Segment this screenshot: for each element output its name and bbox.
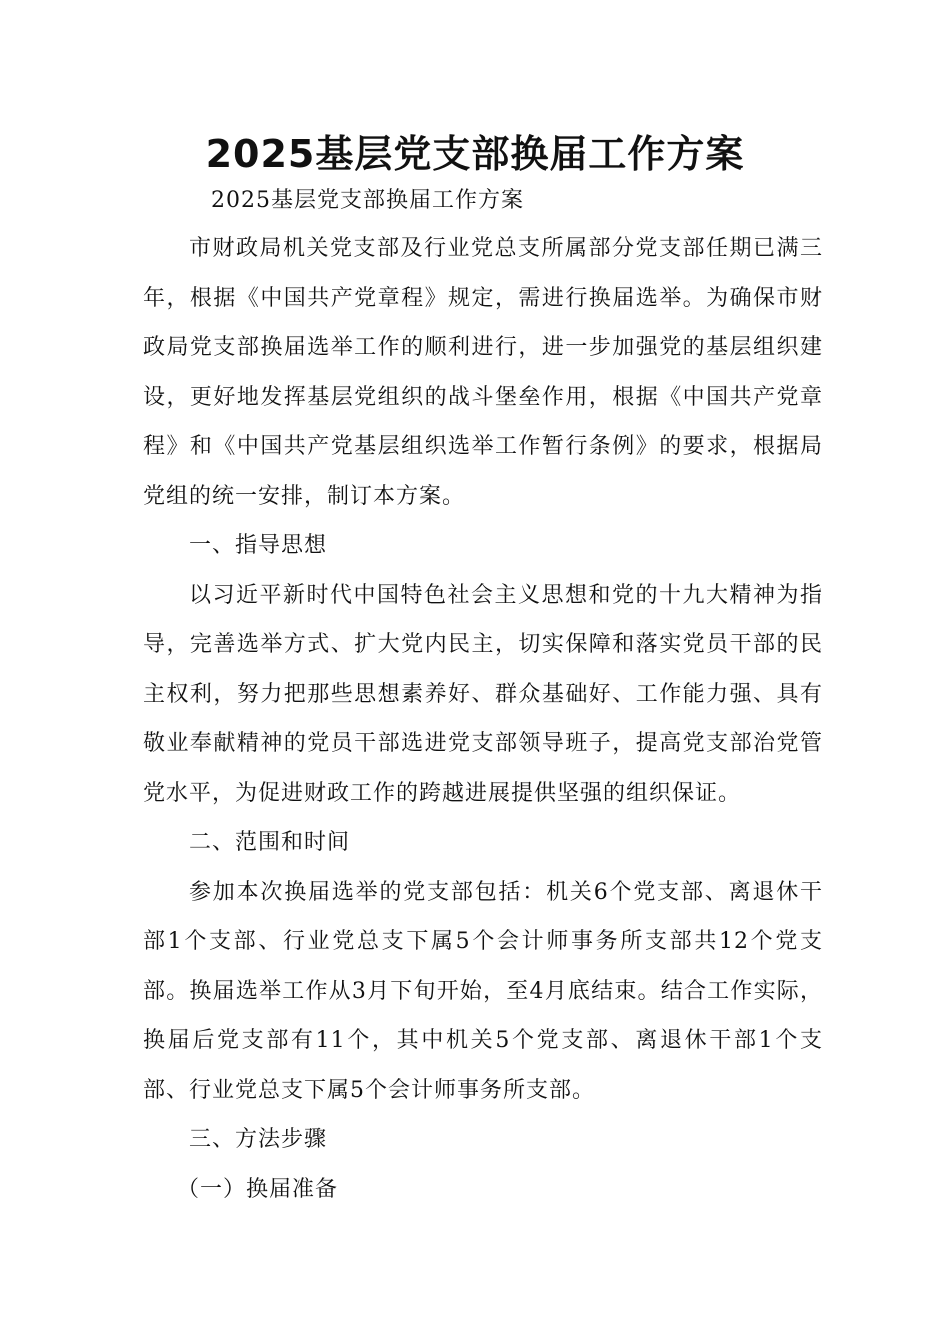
section-heading-method-steps: 三、方法步骤 (189, 1127, 328, 1152)
document-subtitle: 2025基层党支部换届工作方案 (211, 188, 524, 213)
subsection-heading-preparation: （一）换届准备 (177, 1176, 339, 1202)
section-heading-scope-and-time: 二、范围和时间 (189, 830, 351, 855)
section-heading-guiding-thought: 一、指导思想 (189, 533, 328, 558)
document-body (143, 178, 823, 1214)
intro-paragraph: 市财政局机关党支部及行业党总支所属部分党支部任期已满三年，根据《中国共产党章程》规定，需进行换届选举。为确保市财政局党支部换届选举工作的顺利进行，进一步加强党的基层组织建设，更好地发挥基层党组织的战斗堡垒作用，根据《中国共产党章程》和《中国共产党基层组织选举工作暂行条例》的要求，根据局党组的统一安排，制订本方案。 (143, 236, 823, 509)
document-title: 2025基层党支部换届工作方案 (205, 132, 745, 176)
guiding-thought-paragraph: 以习近平新时代中国特色社会主义思想和党的十九大精神为指导，完善选举方式、扩大党内民主，切实保障和落实党员干部的民主权利，努力把那些思想素养好、群众基础好、工作能力强、具有敬业奉献精神的党员干部选进党支部领导班子，提高党支部治党管党水平，为促进财政工作的跨越进展提供坚强的组织保证。 (143, 582, 823, 806)
scope-and-time-paragraph: 参加本次换届选举的党支部包括：机关6个党支部、离退休干部1个支部、行业党总支下属5个会计师事务所支部共12个党支部。换届选举工作从3月下旬开始，至4月底结束。结合工作实际，换届后党支部有11个，其中机关5个党支部、离退休干部1个支部、行业党总支下属5个会计师事务所支部。 (143, 879, 823, 1103)
